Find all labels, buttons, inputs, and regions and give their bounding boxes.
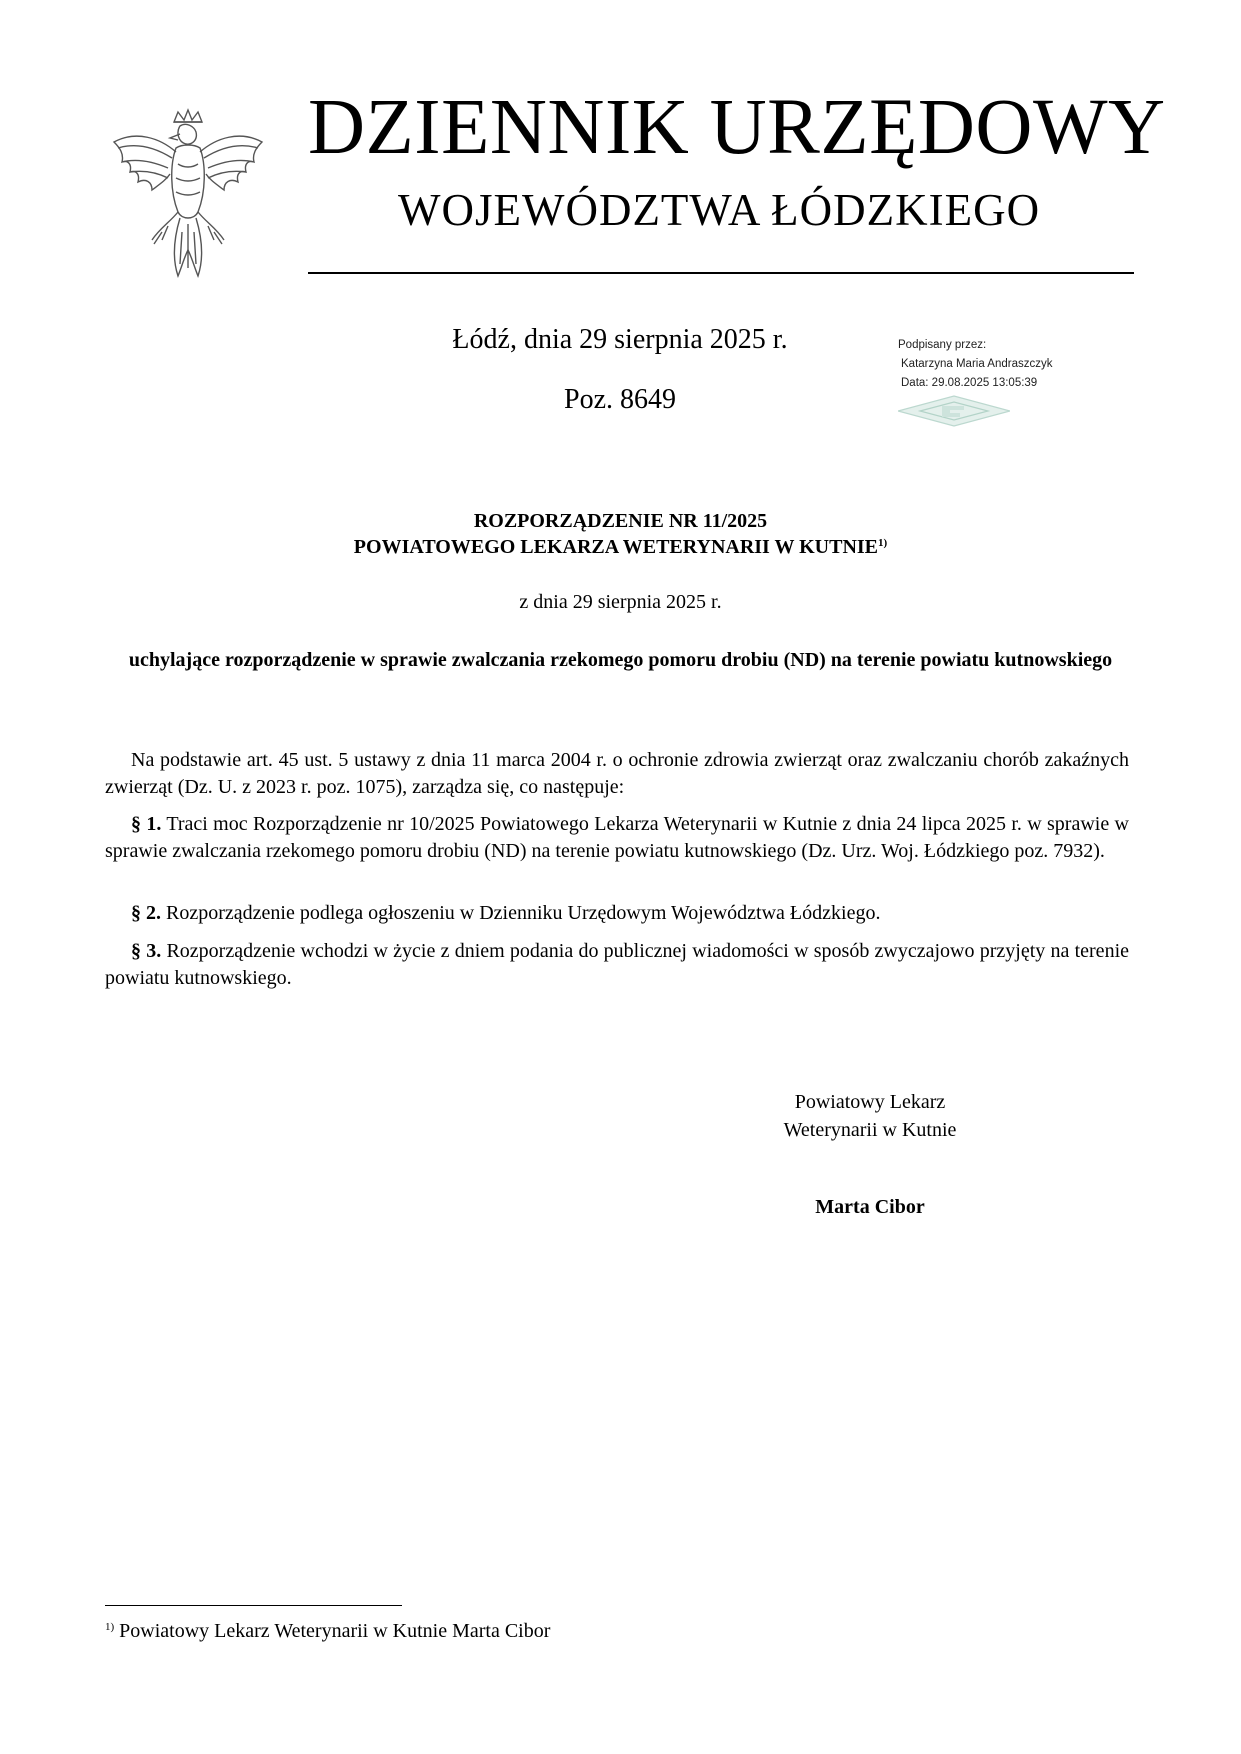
- e-signature-logo-icon: [898, 394, 1010, 428]
- paragraph-text: Rozporządzenie podlega ogłoszeniu w Dzienniku Urzędowym Województwa Łódzkiego.: [161, 902, 881, 924]
- signatory-name: Marta Cibor: [815, 1196, 925, 1218]
- signed-by-label: Podpisany przez:: [898, 339, 987, 351]
- regulation-authority: [90, 537, 1151, 557]
- footnote-mark: 1): [105, 1621, 115, 1633]
- journal-subtitle: WOJEWÓDZTWA ŁÓDZKIEGO: [398, 185, 1041, 235]
- signer-name: Katarzyna Maria Andraszczyk: [901, 358, 1053, 370]
- regulation-number: ROZPORZĄDZENIE NR 11/2025: [473, 510, 768, 532]
- header-divider: [308, 272, 1134, 274]
- publication-place-date: Łódź, dnia 29 sierpnia 2025 r.: [452, 324, 788, 355]
- footnote-text: Powiatowy Lekarz Weterynarii w Kutnie Marta Cibor: [114, 1620, 551, 1642]
- paragraph-1: [105, 811, 1129, 865]
- regulation-date: z dnia 29 sierpnia 2025 r.: [519, 591, 722, 613]
- paragraph-mark: § 3.: [131, 940, 162, 962]
- journal-title: DZIENNIK URZĘDOWY: [308, 84, 1166, 171]
- signatory-role-line-2: Weterynarii w Kutnie: [783, 1119, 957, 1141]
- footnote-divider: [105, 1605, 402, 1606]
- paragraph-text: Traci moc Rozporządzenie nr 10/2025 Powiatowego Lekarza Weterynarii w Kutnie z dnia 24 lipca 2025 r. w sprawie w sprawie zwalczania rzekomego pomoru drobiu (ND) na terenie powiatu kutnowskiego (Dz. Urz. Woj. Łódzkiego poz. 7932).: [105, 813, 1130, 862]
- paragraph-text: Rozporządzenie wchodzi w życie z dniem podania do publicznej wiadomości w sposób zwyczajowo przyjęty na terenie powiatu kutnowskiego.: [105, 940, 1129, 989]
- electronic-signature-box: [898, 336, 1158, 436]
- footnote-reference: 1): [878, 537, 888, 549]
- footnote: [105, 1621, 1005, 1641]
- signature-date: Data: 29.08.2025 13:05:39: [901, 377, 1038, 389]
- paragraph-2: [105, 900, 1129, 927]
- paragraph-mark: § 2.: [131, 902, 161, 924]
- publication-position: Poz. 8649: [564, 384, 676, 415]
- paragraph-mark: § 1.: [131, 813, 162, 835]
- regulation-authority-text: POWIATOWEGO LEKARZA WETERYNARII W KUTNIE: [353, 536, 879, 558]
- regulation-subject: uchylające rozporządzenie w sprawie zwalczania rzekomego pomoru drobiu (ND) na terenie powiatu kutnowskiego: [128, 649, 1113, 671]
- signatory-role-line-1: Powiatowy Lekarz: [794, 1091, 946, 1113]
- polish-eagle-emblem-icon: [108, 108, 268, 286]
- legal-basis-paragraph: Na podstawie art. 45 ust. 5 ustawy z dnia 11 marca 2004 r. o ochronie zdrowia zwierząt oraz zwalczaniu chorób zakaźnych zwierząt (Dz. U. z 2023 r. poz. 1075), zarządza się, co następuje:: [105, 749, 1129, 798]
- paragraph-3: [105, 938, 1129, 992]
